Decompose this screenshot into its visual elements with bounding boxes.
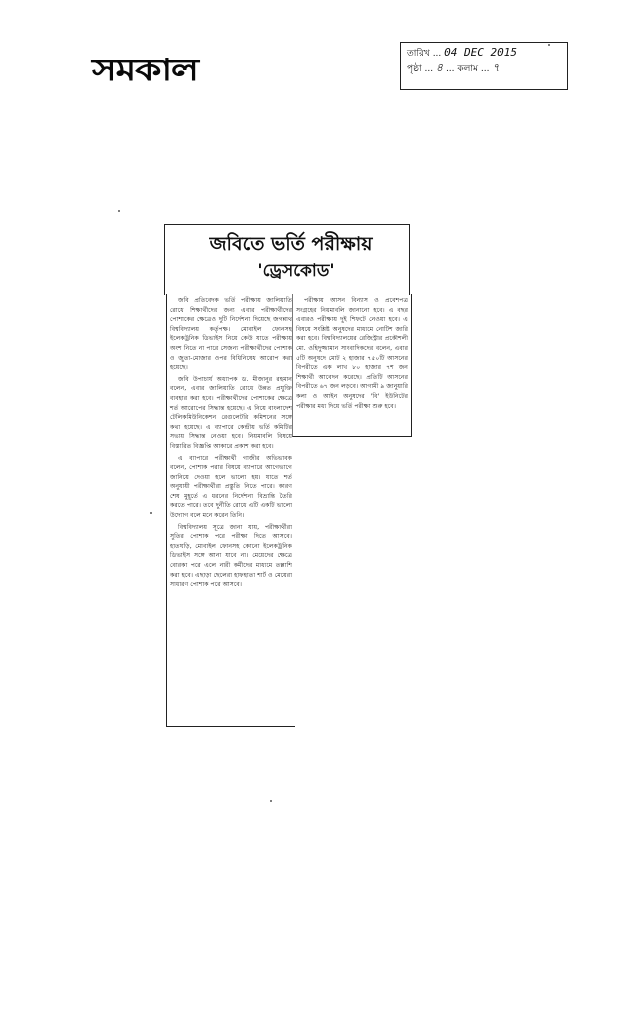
left-paragraph: জবি উপাচার্য অধ্যাপক ড. মীজানুর রহমান বলেন, এবার জালিয়াতি রোধে উন্নত প্রযুক্তি ব্যবহার করা হবে। পরীক্ষার্থীদের পোশাকের ক্ষেত্রে শর্ত আরোপের সিদ্ধান্ত হয়েছে। এ নিয়ে বাংলাদেশ টেলিকমিউনিকেশন রেগুলেটরি কমিশনের সঙ্গে কথা হয়েছে। এ ব্যাপারে কেন্দ্রীয় ভর্তি কমিটির সভায় সিদ্ধান্ত নেওয়া হবে। নিয়মাবলি বিষয়ে বিস্তারিত বিজ্ঞপ্তি আকারে প্রকাশ করা হবে।	[170, 375, 292, 450]
stamp-page-value: ৪	[435, 61, 444, 74]
left-paragraph: বিশ্ববিদ্যালয় সূত্রে জানা যায়, পরীক্ষার্থীরা সুতির পোশাক পরে পরীক্ষা দিতে আসবে। হাতঘড়ি, মোবাইল ফোনসহ কোনো ইলেকট্রনিক ডিভাইস সঙ্গে আনা যাবে না। মেয়েদের ক্ষেত্রে বোরকা পরে এলে নারী কর্মীদের মাধ্যমে তল্লাশি করা হবে। এছাড়া ছেলেরা হাফহাতা শার্ট ও মেয়েরা সাধারণ পোশাক পরে আসবে।	[170, 523, 292, 589]
scan-speck	[270, 800, 272, 802]
article-subheadline: 'ড্রেসকোড'	[257, 261, 335, 281]
stamp-page-row: পৃষ্ঠা ... ৪ ... কলাম ... ৭	[407, 61, 500, 74]
scan-speck	[118, 210, 120, 212]
stamp-date-value: 04 DEC 2015	[444, 46, 517, 59]
news-clipping	[164, 224, 410, 726]
stamp-date-label: তারিখ	[407, 49, 430, 59]
stamp-column-label: কলাম	[457, 64, 479, 74]
date-page-stamp	[400, 42, 568, 90]
article-column-right	[292, 294, 412, 437]
left-paragraph: জবি প্রতিবেদক ভর্তি পরীক্ষায় জালিয়াতি রোধে শিক্ষার্থীদের জন্য এবার পরীক্ষার্থীদের পোশাকের ক্ষেত্রেও দুটি নির্দেশনা দিয়েছে জগন্নাথ বিশ্ববিদ্যালয় কর্তৃপক্ষ। মোবাইল ফোনসহ ইলেকট্রনিক ডিভাইস নিয়ে কেউ যাতে পরীক্ষায় অংশ নিতে না পারে সেজন্য পরীক্ষার্থীদের পোশাক ও জুতা-মোজার ওপর বিধিনিষেধ আরোপ করা হয়েছে।	[170, 297, 292, 372]
article-headline: জবিতে ভর্তি পরীক্ষায়	[209, 233, 373, 255]
scan-speck	[548, 44, 550, 46]
stamp-date-row: তারিখ ... 04 DEC 2015	[407, 46, 517, 59]
scan-speck	[150, 512, 152, 514]
stamp-page-label: পৃষ্ঠা	[407, 64, 422, 74]
left-paragraph: এ ব্যাপারে পরীক্ষার্থী গাজীর অভিভাবক বলেন, পোশাক পরার বিষয়ে ব্যাপারে আগেভাগে জানিয়ে দেওয়া হলে ভালো হয়। যাতে শর্ত অনুযায়ী পরীক্ষার্থীরা প্রস্তুতি নিতে পারে। কারণ শেষ মুহূর্তে এ ধরনের নির্দেশনা বিভ্রান্তি তৈরি করতে পারে। তবে দুর্নীতি রোধে এটি একটি ভালো উদ্যোগ বলে মনে করেন তিনি।	[170, 454, 292, 520]
article-column-left	[166, 294, 295, 727]
newspaper-logo: সমকাল	[92, 53, 198, 88]
stamp-column-value: ৭	[492, 61, 500, 74]
right-paragraph: পরীক্ষায় আসন বিন্যাস ও প্রবেশপত্র সংগ্রহের নিয়মাবলি জানানো হবে। এ বছর এবারও পরীক্ষায় দুই শিফটে নেওয়া হবে। এ বিষয়ে সংশ্লিষ্ট অনুষদের মাধ্যমে নোটিশ জারি করা হবে। বিশ্ববিদ্যালয়ের রেজিস্ট্রার প্রকৌশলী মো. ওহিদুজ্জামান সাংবাদিকদের বলেন, এবার ৫টি অনুষদে মোট ২ হাজার ৭৫০টি আসনের বিপরীতে এক লাখ ৮০ হাজার ৭শ জন শিক্ষার্থী আবেদন করেছে। প্রতিটি আসনের বিপরীতে ৬৭ জন লড়বে। আগামী ৯ জানুয়ারি কলা ও আইন অনুষদের 'বি' ইউনিটের পরীক্ষার মধ্য দিয়ে ভর্তি পরীক্ষা শুরু হবে।	[296, 297, 408, 410]
